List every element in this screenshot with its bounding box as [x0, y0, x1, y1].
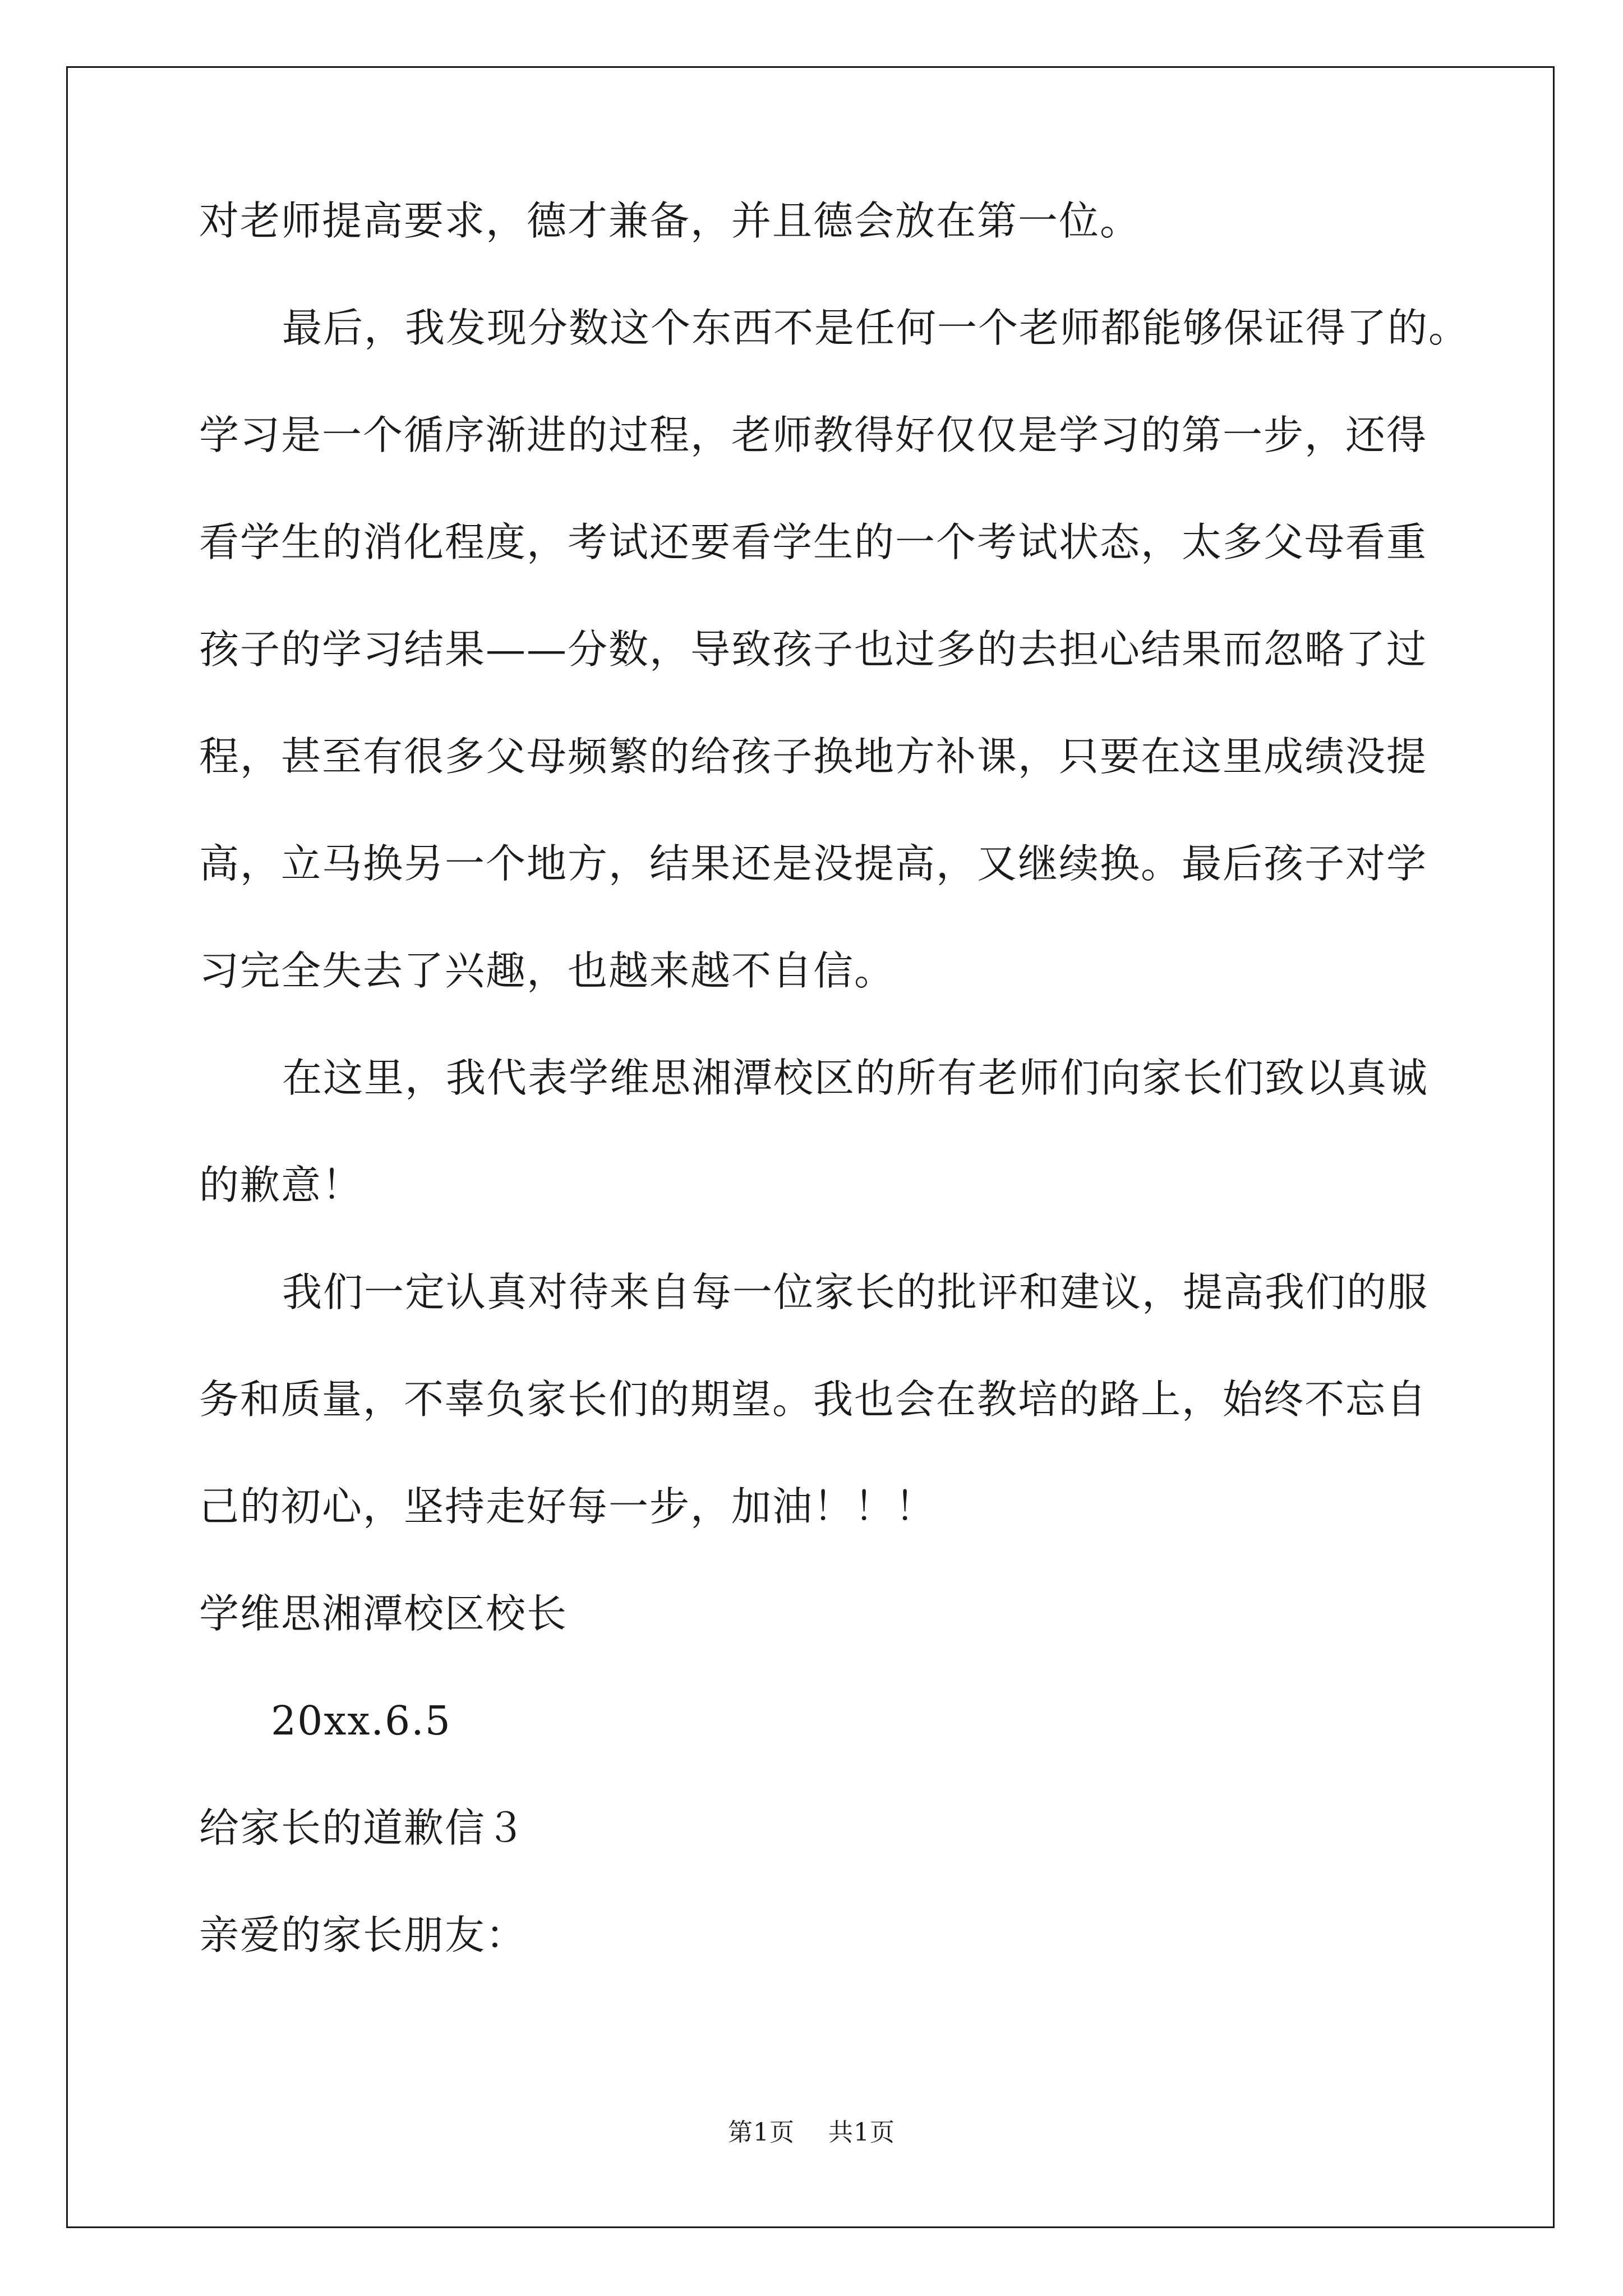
- text-line: 习完全失去了兴趣，也越来越不自信。: [199, 947, 896, 994]
- paragraph-start: 在这里，我代表学维思湘潭校区的所有老师们向家长们致以真诚: [282, 1055, 1429, 1101]
- salutation-line: 亲爱的家长朋友：: [199, 1912, 527, 1958]
- text-line: 对老师提高要求，德才兼备，并且德会放在第一位。: [199, 197, 1141, 244]
- text-line: 高，立马换另一个地方，结果还是没提高，又继续换。最后孩子对学: [199, 840, 1428, 887]
- text-line: 看学生的消化程度，考试还要看学生的一个考试状态，太多父母看重: [199, 519, 1428, 565]
- date-line: 20xx.6.5: [271, 1697, 451, 1744]
- signature-line: 学维思湘潭校区校长: [199, 1590, 568, 1637]
- text-line: 的歉意！: [199, 1162, 363, 1208]
- page-footer: [0, 2120, 1623, 2145]
- paragraph-start: 最后，我发现分数这个东西不是任何一个老师都能够保证得了的。: [282, 305, 1470, 351]
- page-total: 共1页: [828, 2118, 895, 2147]
- text-line: 程，甚至有很多父母频繁的给孩子换地方补课，只要在这里成绩没提: [199, 733, 1428, 780]
- text-line: 己的初心，坚持走好每一步，加油！！！: [199, 1483, 937, 1530]
- text-line: 学习是一个循序渐进的过程，老师教得好仅仅是学习的第一步，还得: [199, 412, 1428, 458]
- section-title: 给家长的道歉信３: [199, 1805, 527, 1851]
- text-line: 务和质量，不辜负家长们的期望。我也会在教培的路上，始终不忘自: [199, 1376, 1428, 1423]
- page-number: 第1页: [728, 2118, 795, 2147]
- document-body: [199, 197, 1470, 2022]
- paragraph-start: 我们一定认真对待来自每一位家长的批评和建议，提高我们的服: [282, 1269, 1429, 1315]
- text-line: 孩子的学习结果——分数，导致孩子也过多的去担心结果而忽略了过: [199, 626, 1428, 673]
